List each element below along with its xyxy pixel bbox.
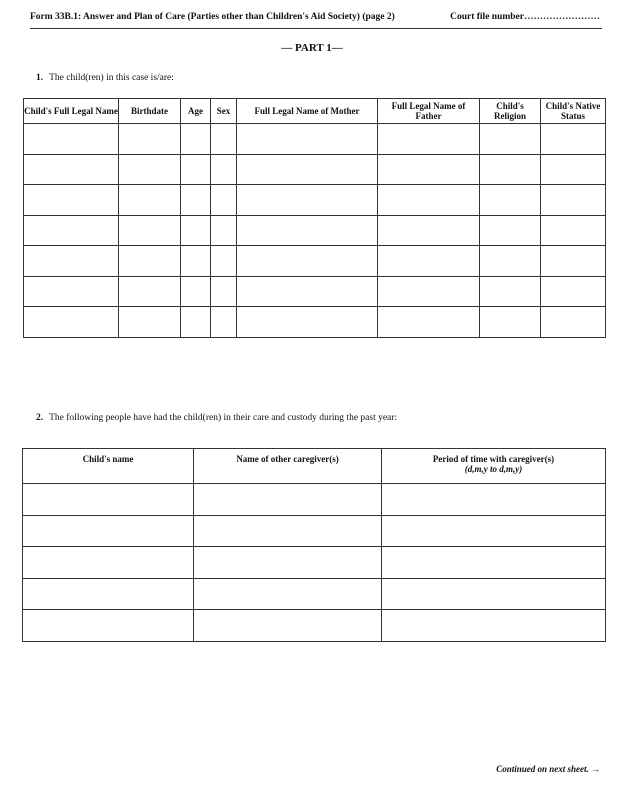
table-cell[interactable]: [119, 215, 181, 246]
table-row: [24, 215, 606, 246]
column-header-subtitle: (d,m,y to d,m,y): [464, 464, 523, 475]
table-cell[interactable]: [480, 246, 541, 277]
table-cell[interactable]: [23, 484, 194, 516]
table-cell[interactable]: [378, 215, 480, 246]
table-cell[interactable]: [382, 484, 606, 516]
question-1-text: The child(ren) in this case is/are:: [49, 73, 174, 83]
table-row: [24, 185, 606, 216]
table-cell[interactable]: [181, 276, 211, 307]
column-header: Name of other caregiver(s): [194, 449, 382, 484]
table-cell[interactable]: [119, 185, 181, 216]
question-2-number: 2.: [36, 413, 44, 423]
table-cell[interactable]: [24, 124, 119, 155]
table-cell[interactable]: [237, 185, 378, 216]
table-row: [23, 484, 606, 516]
table-row: [23, 578, 606, 610]
table-cell[interactable]: [237, 246, 378, 277]
question-1: [36, 73, 174, 83]
table-cell[interactable]: [211, 246, 237, 277]
table-cell[interactable]: [480, 185, 541, 216]
table-cell[interactable]: [24, 215, 119, 246]
table-cell[interactable]: [480, 124, 541, 155]
page-header: [30, 6, 602, 29]
table-cell[interactable]: [480, 276, 541, 307]
table-cell[interactable]: [23, 547, 194, 579]
table-cell[interactable]: [23, 515, 194, 547]
column-header: Child's Religion: [480, 99, 541, 124]
table-cell[interactable]: [382, 578, 606, 610]
table-cell[interactable]: [194, 610, 382, 642]
table-cell[interactable]: [541, 276, 606, 307]
table-cell[interactable]: [194, 484, 382, 516]
column-header: Age: [181, 99, 211, 124]
table-cell[interactable]: [480, 154, 541, 185]
column-header: Full Legal Name of Mother: [237, 99, 378, 124]
table-row: [24, 307, 606, 338]
court-file-number: Court file number……………………: [450, 12, 600, 22]
form-title: Form 33B.1: Answer and Plan of Care (Parties other than Children's Aid Society) (page 2): [30, 12, 395, 22]
children-table: [23, 98, 606, 338]
caregivers-table-header: [23, 449, 606, 484]
children-table-header: [24, 99, 606, 124]
table-cell[interactable]: [24, 185, 119, 216]
table-cell[interactable]: [211, 124, 237, 155]
table-cell[interactable]: [181, 185, 211, 216]
table-cell[interactable]: [237, 276, 378, 307]
table-row: [23, 610, 606, 642]
column-header: Birthdate: [119, 99, 181, 124]
table-cell[interactable]: [480, 307, 541, 338]
table-cell[interactable]: [24, 307, 119, 338]
table-cell[interactable]: [119, 307, 181, 338]
table-cell[interactable]: [237, 215, 378, 246]
table-cell[interactable]: [382, 515, 606, 547]
table-row: [24, 124, 606, 155]
table-cell[interactable]: [181, 154, 211, 185]
column-header: Child's Full Legal Name: [24, 99, 119, 124]
question-2-text: The following people have had the child(ren) in their care and custody during the past year:: [49, 413, 398, 423]
table-cell[interactable]: [237, 124, 378, 155]
table-cell[interactable]: [119, 246, 181, 277]
table-cell[interactable]: [211, 307, 237, 338]
table-cell[interactable]: [24, 246, 119, 277]
part-title: — PART 1—: [281, 42, 343, 54]
table-cell[interactable]: [194, 578, 382, 610]
table-cell[interactable]: [24, 154, 119, 185]
table-row: [24, 246, 606, 277]
table-cell[interactable]: [378, 124, 480, 155]
table-cell[interactable]: [181, 124, 211, 155]
table-cell[interactable]: [119, 276, 181, 307]
table-cell[interactable]: [541, 215, 606, 246]
table-cell[interactable]: [119, 124, 181, 155]
question-2: [36, 413, 397, 423]
column-header: Sex: [211, 99, 237, 124]
table-row: [24, 276, 606, 307]
table-cell[interactable]: [541, 154, 606, 185]
table-cell[interactable]: [23, 610, 194, 642]
table-cell[interactable]: [194, 515, 382, 547]
continued-note: Continued on next sheet. →: [496, 764, 600, 774]
table-row: [23, 547, 606, 579]
table-row: [23, 515, 606, 547]
table-cell[interactable]: [211, 215, 237, 246]
table-cell[interactable]: [211, 185, 237, 216]
table-cell[interactable]: [382, 610, 606, 642]
caregivers-table: [22, 448, 606, 642]
table-cell[interactable]: [181, 215, 211, 246]
table-cell[interactable]: [480, 215, 541, 246]
column-header: Full Legal Name of Father: [378, 99, 480, 124]
table-cell[interactable]: [181, 307, 211, 338]
table-cell[interactable]: [378, 185, 480, 216]
table-cell[interactable]: [24, 276, 119, 307]
table-cell[interactable]: [211, 154, 237, 185]
table-cell[interactable]: [237, 307, 378, 338]
table-cell[interactable]: [541, 124, 606, 155]
column-header-period: [382, 449, 606, 484]
column-header: Child's name: [23, 449, 194, 484]
table-cell[interactable]: [378, 246, 480, 277]
table-cell[interactable]: [211, 276, 237, 307]
table-cell[interactable]: [378, 154, 480, 185]
table-cell[interactable]: [382, 547, 606, 579]
table-cell[interactable]: [23, 578, 194, 610]
question-1-number: 1.: [36, 73, 44, 83]
table-cell[interactable]: [378, 307, 480, 338]
column-header: Child's Native Status: [541, 99, 606, 124]
table-cell[interactable]: [194, 547, 382, 579]
table-cell[interactable]: [378, 276, 480, 307]
table-cell[interactable]: [181, 246, 211, 277]
table-row: [24, 154, 606, 185]
table-cell[interactable]: [541, 246, 606, 277]
table-cell[interactable]: [541, 185, 606, 216]
table-cell[interactable]: [541, 307, 606, 338]
table-cell[interactable]: [119, 154, 181, 185]
column-header-label: Period of time with caregiver(s): [432, 454, 555, 464]
table-cell[interactable]: [237, 154, 378, 185]
